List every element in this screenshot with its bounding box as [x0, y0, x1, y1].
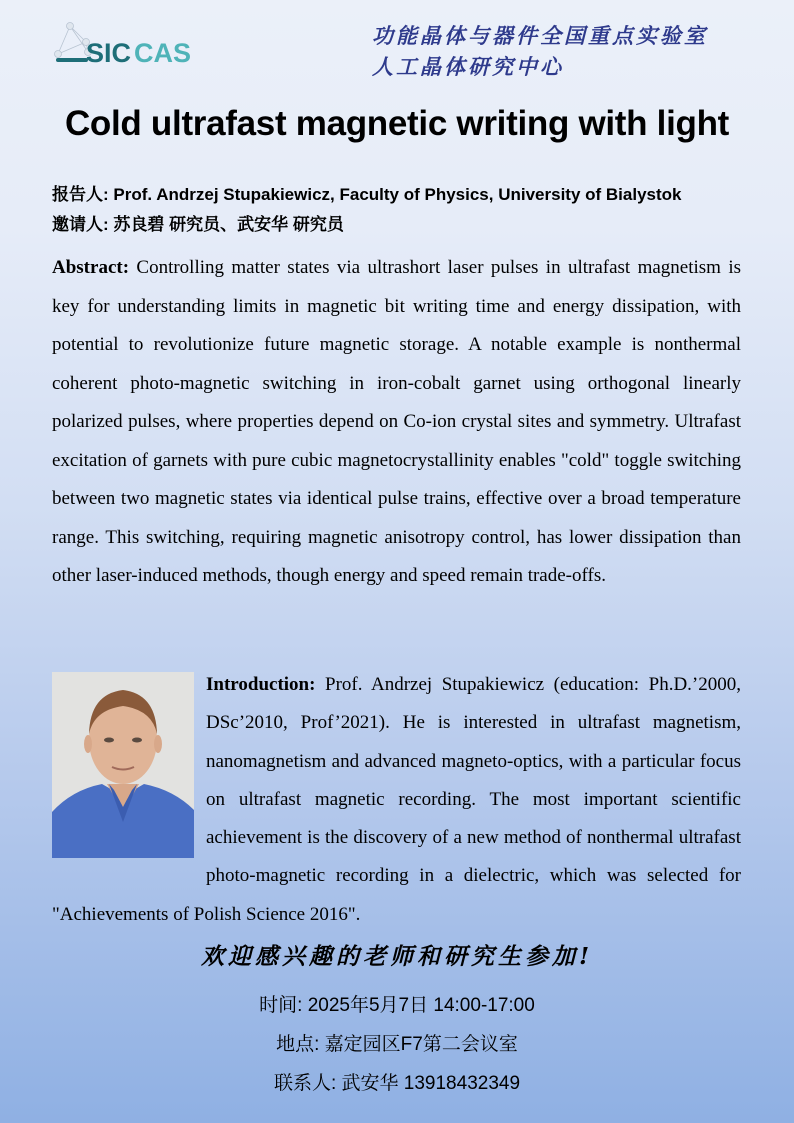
- inviter-line: [52, 210, 762, 240]
- inviter-label: 邀请人:: [52, 215, 109, 234]
- event-location: 地点: 嘉定园区F7第二会议室: [276, 1034, 518, 1055]
- lab-name: [372, 20, 762, 82]
- abstract-text: Controlling matter states via ultrashort laser pulses in ultrafast magnetism is key for understanding limits in magnetic bit writing time and energy dissipation, with potential to revolutionize future magnetic storage. A notable example is nonthermal coherent photo-magnetic switching in iron-cobalt garnet using orthogonal linearly polarized pulses, where properties depend on Co-ion crystal sites and symmetry. Ultrafast excitation of garnets with pure cubic magnetocrystallinity enables "cold" toggle switching between two magnetic states via identical pulse trains, effective over a broad temperature range. This switching, requiring magnetic anisotropy control, has lower dissipation than other laser-induced methods, though energy and speed remain trade-offs.: [52, 257, 741, 586]
- reporter-value: Prof. Andrzej Stupakiewicz, Faculty of Physics, University of Bialystok: [113, 185, 682, 204]
- page-title: Cold ultrafast magnetic writing with light: [64, 104, 730, 143]
- logo-text-dark: SIC: [86, 38, 132, 68]
- introduction-section: [52, 666, 741, 934]
- event-contact: 联系人: 武安华 13918432349: [273, 1073, 521, 1094]
- welcome-message: 欢迎感兴趣的老师和研究生参加!: [200, 943, 594, 970]
- reporter-line: [52, 180, 762, 210]
- event-info: [0, 986, 794, 1103]
- introduction-label: Introduction:: [206, 674, 316, 695]
- siccas-logo: [52, 22, 192, 68]
- introduction-text: Prof. Andrzej Stupakiewicz (education: Ph.D.’2000, DSc’2010, Prof’2021). He is interested in ultrafast magnetism, nanomagnetism and advanced magneto-optics, with a particular focus on ultrafast magnetic recording. The most important scientific achievement is the discovery of a new method of nonthermal ultrafast photo-magnetic recording in a dielectric, which was selected for "Achievements of Polish Science 2016".: [52, 674, 741, 925]
- abstract-label: Abstract:: [52, 257, 130, 278]
- speaker-photo: [52, 672, 194, 858]
- speaker-info: [52, 180, 762, 240]
- reporter-label: 报告人:: [52, 185, 109, 204]
- inviter-value: 苏良碧 研究员、武安华 研究员: [113, 215, 344, 234]
- logo-text-light: CAS: [134, 38, 192, 68]
- abstract-section: [52, 249, 741, 596]
- lab-name-line1: 功能晶体与器件全国重点实验室: [372, 23, 708, 48]
- lab-name-line2: 人工晶体研究中心: [372, 54, 564, 79]
- event-time: 时间: 2025年5月7日 14:00-17:00: [259, 995, 535, 1016]
